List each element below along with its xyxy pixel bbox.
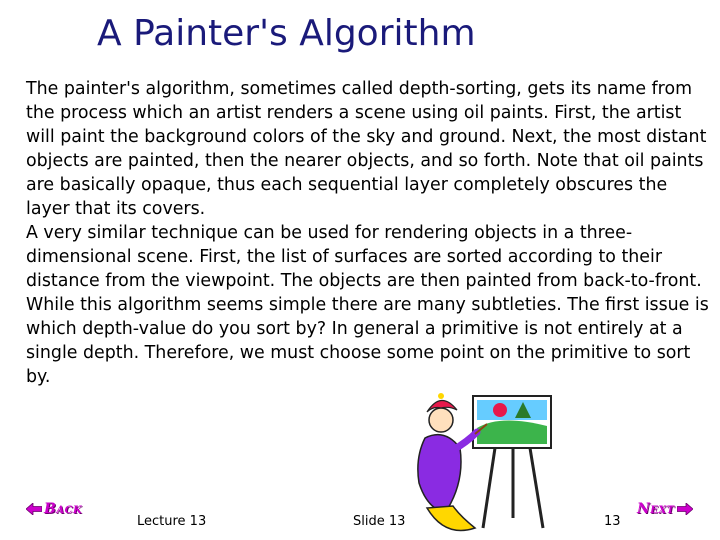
arrow-right-icon <box>677 503 693 515</box>
paragraph-2: A very similar technique can be used for rendering objects in a three-dimensional scene. First, the list of surfaces are sorted according to their distance from the viewpoint. The objects are then painted from back-to-front. <box>26 223 702 291</box>
slide-body <box>26 77 710 389</box>
back-button[interactable] <box>26 501 82 517</box>
back-button-label: Back <box>44 501 83 517</box>
painter-at-easel-icon <box>405 388 565 538</box>
next-button[interactable] <box>637 501 693 517</box>
slide-title: A Painter's Algorithm <box>97 13 476 54</box>
paragraph-1: The painter's algorithm, sometimes called depth-sorting, gets its name from the process which an artist renders a scene using oil paints. First, the artist will paint the background colors of the sky and ground. Next, the most distant objects are painted, then the nearer objects, and so forth. Note that oil paints are basically opaque, thus each sequential layer completely obscures the layer that its covers. <box>26 79 707 219</box>
footer-slide: Slide 13 <box>353 514 406 529</box>
footer-lecture: Lecture 13 <box>137 514 207 529</box>
paragraph-3: While this algorithm seems simple there are many subtleties. The first issue is which depth-value do you sort by? In general a primitive is not entirely at a single depth. Therefore, we must choose some point on the primitive to sort by. <box>26 295 709 387</box>
next-button-label: Next <box>637 501 675 517</box>
footer-page-number: 13 <box>604 514 621 529</box>
arrow-left-icon <box>26 503 42 515</box>
